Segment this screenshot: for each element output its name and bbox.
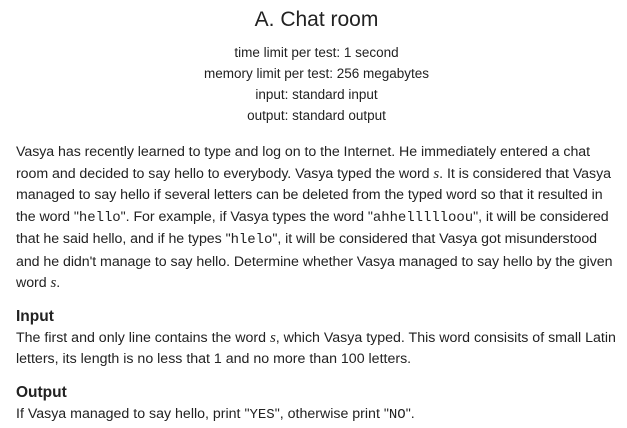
output-section-body (16, 404, 617, 427)
problem-statement (16, 142, 617, 295)
variable-s: s (433, 165, 440, 182)
problem-title: A. Chat room (254, 8, 379, 31)
statement-text: ". For example, if Vasya types the word " (120, 208, 373, 225)
variable-s: s (50, 275, 57, 291)
input-section-body (16, 328, 617, 371)
memory-limit: memory limit per test: 256 megabytes (203, 66, 430, 81)
code-yes: YES (249, 406, 275, 423)
variable-s: s (269, 329, 276, 346)
statement-text: . It is considered that Vasya managed to say hello if several letters can be deleted from the typed word so that it resulted in the word " (16, 165, 611, 225)
code-hello: hello (78, 209, 121, 226)
input-text: The first and only line contains the word (16, 329, 270, 346)
output-text: ". (405, 405, 415, 422)
code-example-2: hlelo (230, 232, 273, 248)
code-example-1: ahhellllloou (372, 209, 474, 226)
output-spec: output: standard output (247, 108, 386, 123)
output-text: ", otherwise print " (274, 405, 389, 422)
code-no: NO (388, 406, 406, 423)
statement-text: ", it will be considered that Vasya got misunderstood and he didn't manage to say hello. Determine whether Vasya managed to say hello by the given word (16, 231, 613, 291)
problem-limits (16, 42, 617, 126)
output-text: If Vasya managed to say hello, print " (16, 405, 250, 422)
statement-text: . (56, 275, 61, 291)
statement-text: ", it will be considered that he said hello, and if he types " (16, 208, 609, 247)
time-limit: time limit per test: 1 second (234, 45, 399, 60)
problem-page (0, 8, 627, 428)
input-text: , which Vasya typed. This word consisits of small Latin letters, its length is no less that 1 and no more than 100 letters. (16, 329, 616, 367)
statement-text: Vasya has recently learned to type and log on to the Internet. He immediately entered a chat room and decided to say hello to everybody. Vasya typed the word (16, 144, 591, 182)
input-section-title: Input (16, 307, 54, 325)
input-spec: input: standard input (255, 87, 378, 102)
output-section-title: Output (16, 383, 67, 401)
